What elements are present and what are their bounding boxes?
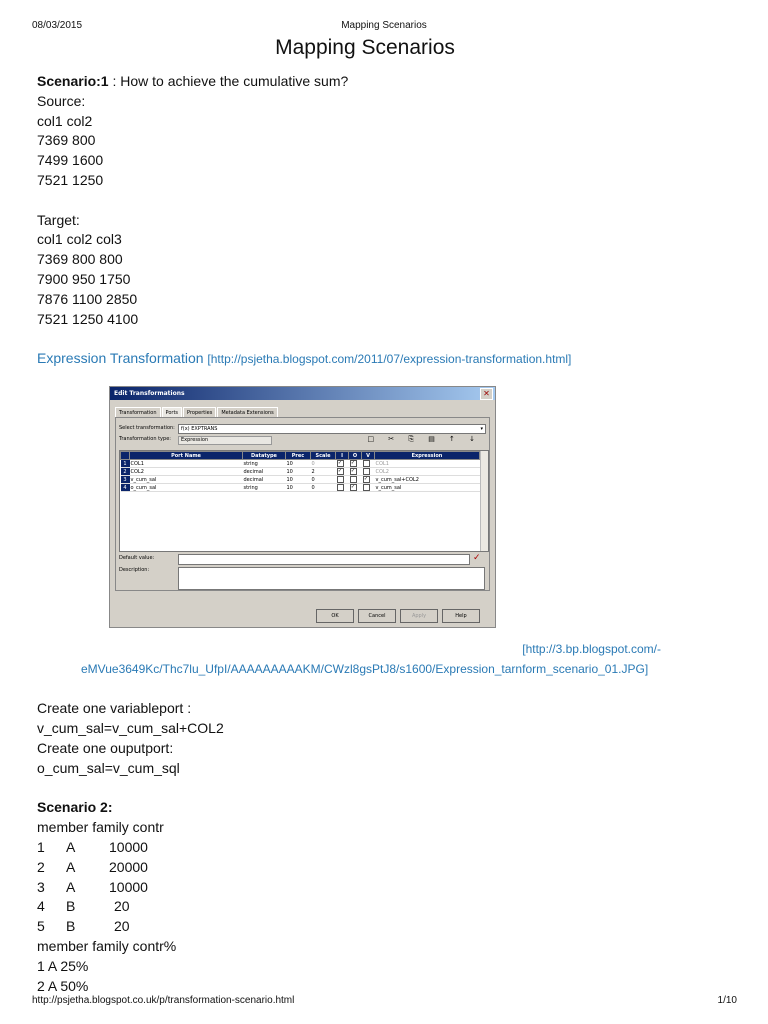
scenario2-output-header: member family contr%: [37, 937, 177, 954]
apply-button[interactable]: Apply: [400, 609, 438, 623]
checkbox-i[interactable]: ✓: [337, 468, 343, 474]
help-button[interactable]: Help: [442, 609, 480, 623]
scenario2-output-line: 2 A 50%: [37, 977, 89, 994]
image-url-line2[interactable]: eMVue3649Kc/Thc7lu_UfpI/AAAAAAAAAKM/CWzl8gsPtJ8/s1600/Expression_tarnform_scenario_01.JPG]: [81, 661, 649, 676]
col-datatype[interactable]: Datatype: [243, 452, 286, 460]
source-line: 7369 800: [37, 132, 96, 149]
scenario1-line: [37, 72, 737, 92]
default-value-input[interactable]: [178, 554, 470, 565]
checkbox-v[interactable]: [363, 468, 370, 475]
scenario1-question: : How to achieve the cumulative sum?: [108, 73, 349, 89]
transformation-type-field: Expression: [178, 436, 272, 445]
expression-link-line: [37, 349, 737, 370]
table-row[interactable]: 3 v_cum_sal decimal 10 0 ✓ v_cum_sal+COL2: [121, 476, 480, 484]
target-line: 7876 1100 2850: [37, 290, 138, 307]
grid-scrollbar[interactable]: [480, 451, 488, 551]
checkbox-o[interactable]: ✓: [350, 468, 356, 474]
list-item: 1 A 10000: [37, 838, 148, 855]
target-line: 7521 1250 4100: [37, 310, 139, 327]
target-line: 7369 800 800: [37, 251, 123, 268]
header-title: Mapping Scenarios: [341, 20, 427, 31]
tab-transformation[interactable]: Transformation: [115, 407, 161, 417]
col-port-name[interactable]: Port Name: [130, 452, 243, 460]
expression-transformation-link[interactable]: Expression Transformation: [37, 350, 204, 367]
col-expression[interactable]: Expression: [375, 452, 480, 460]
step-line: Create one variableport :: [37, 700, 192, 717]
checkbox-o[interactable]: ✓: [350, 484, 356, 490]
description-input[interactable]: [178, 567, 485, 590]
tab-ports[interactable]: Ports: [162, 407, 183, 417]
checkbox-i[interactable]: [337, 484, 344, 491]
list-item: 4 B 20: [37, 898, 130, 915]
scenario2-rows: [37, 838, 737, 937]
checkbox-v[interactable]: [363, 460, 370, 467]
edit-transformations-dialog: [109, 386, 496, 628]
dialog-tabs: [115, 407, 279, 417]
header-date: 08/03/2015: [32, 20, 83, 31]
ports-grid: [119, 450, 489, 552]
select-transformation-dropdown[interactable]: f(x) EXPTRANS ▾: [178, 424, 486, 434]
tab-properties[interactable]: Properties: [183, 407, 216, 417]
col-prec[interactable]: Prec: [286, 452, 311, 460]
checkbox-v[interactable]: [363, 484, 370, 491]
table-row[interactable]: 4 o_cum_sal string 10 0 ✓ v_cum_sal: [121, 484, 480, 492]
page-title: Mapping Scenarios: [275, 36, 455, 59]
select-transformation-label: Select transformation:: [119, 425, 175, 431]
grid-header-row: [121, 452, 480, 460]
ok-button[interactable]: OK: [316, 609, 354, 623]
tab-metadata-extensions[interactable]: Metadata Extensions: [217, 407, 277, 417]
ports-toolbar-icons[interactable]: □ ✂ ⎘ ▤ ↑ ↓: [367, 435, 481, 443]
step-line: o_cum_sal=v_cum_sql: [37, 759, 180, 776]
scenario1-heading: Scenario:1: [37, 73, 109, 89]
source-line: 7499 1600: [37, 152, 104, 169]
transformation-type-label: Transformation type:: [119, 436, 171, 442]
checkbox-o[interactable]: [350, 476, 357, 483]
footer-page-number: 1/10: [717, 995, 737, 1006]
cancel-button[interactable]: Cancel: [358, 609, 396, 623]
step-line: Create one ouputport:: [37, 739, 174, 756]
footer-url: http://psjetha.blogspot.co.uk/p/transformation-scenario.html: [32, 995, 295, 1006]
dialog-buttons: [316, 609, 480, 623]
col-i[interactable]: I: [336, 452, 349, 460]
checkbox-o[interactable]: ✓: [350, 460, 356, 466]
scenario2-heading: Scenario 2:: [37, 799, 113, 816]
list-item: 3 A 10000: [37, 878, 148, 895]
list-item: 2 A 20000: [37, 858, 148, 875]
step-line: v_cum_sal=v_cum_sal+COL2: [37, 720, 224, 737]
ports-panel: [115, 417, 490, 591]
col-scale[interactable]: Scale: [311, 452, 336, 460]
dialog-title: Edit Transformations: [114, 390, 185, 397]
source-label: Source:: [37, 92, 86, 109]
table-row[interactable]: 2 COL2 decimal 10 2 ✓ ✓ COL2: [121, 468, 480, 476]
checkbox-i[interactable]: [337, 476, 344, 483]
col-v[interactable]: V: [362, 452, 375, 460]
checkbox-i[interactable]: ✓: [337, 460, 343, 466]
target-line: 7900 950 1750: [37, 270, 131, 287]
target-label: Target:: [37, 211, 80, 228]
description-label: Description:: [119, 567, 150, 573]
source-line: 7521 1250: [37, 171, 104, 188]
chevron-down-icon: ▾: [480, 426, 483, 432]
list-item: 5 B 20: [37, 918, 130, 935]
close-icon[interactable]: ✕: [480, 388, 493, 400]
default-value-label: Default value:: [119, 555, 155, 561]
col-o[interactable]: O: [349, 452, 362, 460]
dialog-titlebar: [110, 387, 495, 400]
source-line: col1 col2: [37, 112, 93, 129]
image-url-line1[interactable]: [http://3.bp.blogspot.com/-: [522, 641, 661, 656]
table-row[interactable]: 1 COL1 string 10 0 ✓ ✓ COL1: [121, 460, 480, 468]
scenario2-table-header: member family contr: [37, 819, 164, 836]
target-line: col1 col2 col3: [37, 231, 122, 248]
checkbox-v[interactable]: ✓: [363, 476, 369, 482]
scenario2-output-line: 1 A 25%: [37, 957, 89, 974]
expression-url-link[interactable]: [http://psjetha.blogspot.com/2011/07/expression-transformation.html]: [207, 352, 572, 367]
checkmark-icon[interactable]: ✓: [473, 553, 481, 563]
